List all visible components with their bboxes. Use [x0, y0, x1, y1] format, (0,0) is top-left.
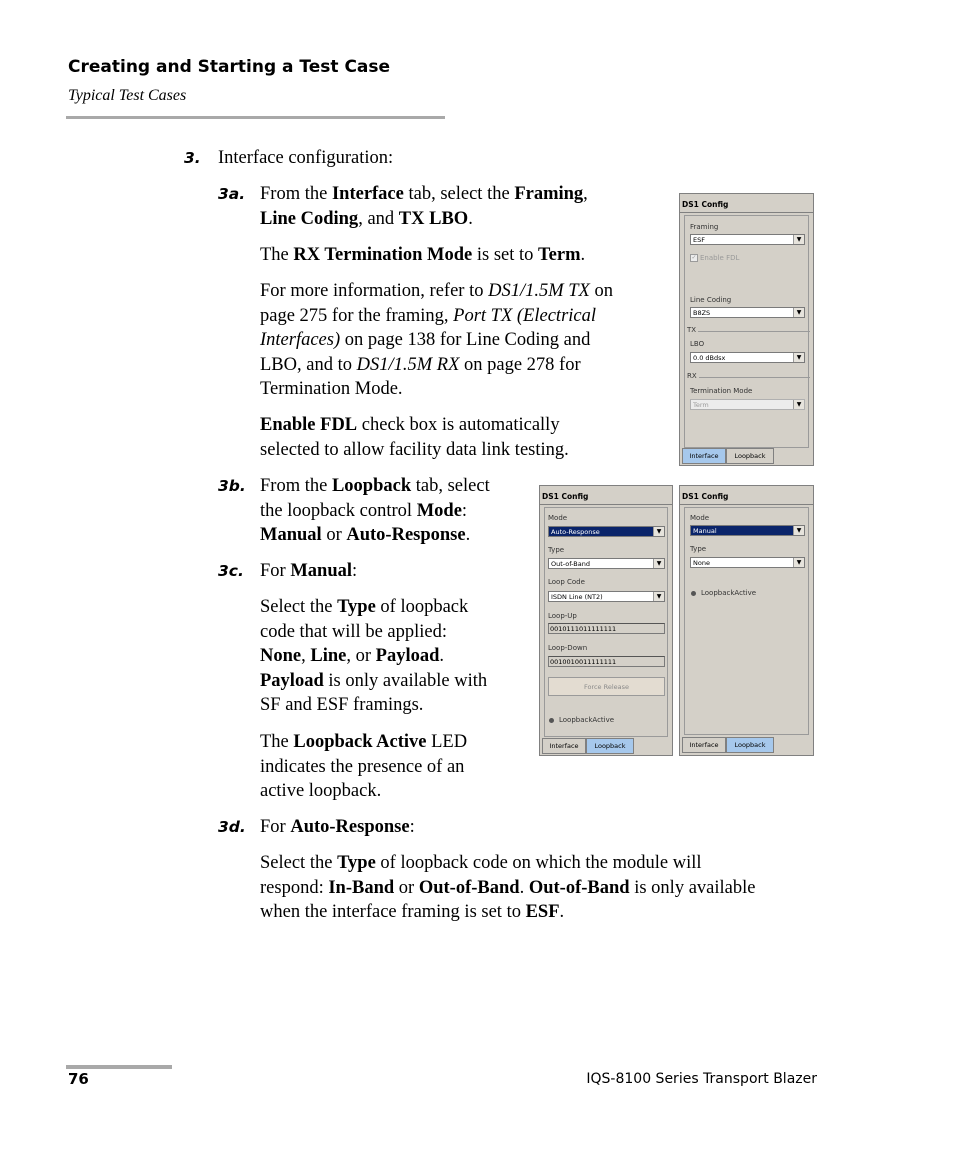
product-name: IQS-8100 Series Transport Blazer	[586, 1071, 817, 1087]
loop-code-label: Loop Code	[548, 578, 585, 586]
tab-interface[interactable]: Interface	[542, 738, 586, 754]
chevron-down-icon: ▼	[793, 400, 804, 409]
tab-loopback[interactable]: Loopback	[726, 448, 774, 464]
line-coding-label: Line Coding	[690, 296, 732, 304]
step-3c-para-2: Select the Type of loopback code that will be applied: None, Line, or Payload. Payload is only available with SF and ESF framings.	[260, 597, 488, 715]
tx-group-line	[687, 331, 810, 332]
step-3a-para-4: Enable FDL check box is automatically selected to allow facility data link testing.	[260, 415, 569, 460]
footer-rule	[66, 1065, 172, 1069]
panel-body	[684, 507, 809, 735]
rx-group-label: RX	[687, 372, 697, 380]
chevron-down-icon: ▼	[793, 526, 804, 535]
chevron-down-icon: ▼	[653, 527, 664, 536]
termination-mode-label: Termination Mode	[690, 387, 753, 395]
step-3b-number: 3b.	[218, 477, 246, 495]
loop-up-label: Loop-Up	[548, 612, 577, 620]
panel-title: DS1 Config	[680, 486, 813, 505]
section-title: Creating and Starting a Test Case	[68, 57, 391, 77]
step-3d-para-1: For Auto-Response:	[260, 817, 415, 837]
mode-label: Mode	[548, 514, 568, 522]
chevron-down-icon: ▼	[653, 592, 664, 601]
loop-down-label: Loop-Down	[548, 644, 588, 652]
type-dropdown[interactable]: Out-of-Band ▼	[548, 558, 665, 569]
chevron-down-icon: ▼	[793, 353, 804, 362]
step-3a-para-3: For more information, refer to DS1/1.5M TX on page 275 for the framing, Port TX (Electrical Interfaces) on page 138 for Line Coding and LBO, and to DS1/1.5M RX on page 278 for Termination Mode.	[260, 281, 613, 399]
loopback-manual-screenshot	[679, 485, 814, 756]
section-subtitle: Typical Test Cases	[68, 87, 187, 104]
chevron-down-icon: ▼	[793, 235, 804, 244]
enable-fdl-checkbox[interactable]: ✓	[691, 254, 697, 261]
step-3a-para-1: From the Interface tab, select the Framing, Line Coding, and TX LBO.	[260, 184, 588, 229]
step-3b-para: From the Loopback tab, select the loopback control Mode: Manual or Auto-Response.	[260, 476, 490, 545]
mode-dropdown[interactable]: Auto-Response ▼	[548, 526, 665, 537]
step-3-text: Interface configuration:	[218, 148, 394, 168]
tab-interface[interactable]: Interface	[682, 737, 726, 753]
tab-interface[interactable]: Interface	[682, 448, 726, 464]
framing-label: Framing	[690, 223, 719, 231]
loopback-active-led	[691, 591, 696, 596]
loopback-auto-response-screenshot	[539, 485, 673, 756]
panel-body	[684, 215, 809, 448]
step-3d-number: 3d.	[218, 818, 246, 836]
panel-title: DS1 Config	[680, 194, 813, 213]
loop-down-field[interactable]: 0010010011111111	[548, 656, 665, 667]
type-dropdown[interactable]: None ▼	[690, 557, 805, 568]
mode-dropdown[interactable]: Manual ▼	[690, 525, 805, 536]
loop-up-field[interactable]: 0010111011111111	[548, 623, 665, 634]
chevron-down-icon: ▼	[793, 308, 804, 317]
lbo-dropdown[interactable]: 0.0 dBdsx ▼	[690, 352, 805, 363]
step-3a-number: 3a.	[218, 185, 246, 203]
termination-mode-dropdown[interactable]: Term ▼	[690, 399, 805, 410]
mode-label: Mode	[690, 514, 710, 522]
step-3d-para-2: Select the Type of loopback code on which the module will respond: In-Band or Out-of-Band. Out-of-Band is only available when the interface framing is set to ESF.	[260, 853, 756, 922]
step-3c-para-1: For Manual:	[260, 561, 358, 581]
loop-code-dropdown[interactable]: ISDN Line (NT2) ▼	[548, 591, 665, 602]
chevron-down-icon: ▼	[793, 558, 804, 567]
enable-fdl-label: Enable FDL	[700, 254, 740, 262]
lbo-label: LBO	[690, 340, 705, 348]
tx-group-label: TX	[687, 326, 697, 334]
framing-dropdown[interactable]: ESF ▼	[690, 234, 805, 245]
type-label: Type	[548, 546, 565, 554]
page-number: 76	[68, 1070, 89, 1088]
interface-tab-screenshot	[679, 193, 814, 466]
rx-group-line	[687, 377, 810, 378]
line-coding-dropdown[interactable]: B8ZS ▼	[690, 307, 805, 318]
type-label: Type	[690, 545, 707, 553]
force-release-button[interactable]: Force Release	[548, 677, 665, 696]
loopback-active-led	[549, 718, 554, 723]
step-3-number: 3.	[184, 149, 201, 167]
step-3c-para-3: The Loopback Active LED indicates the presence of an active loopback.	[260, 732, 468, 801]
tab-loopback[interactable]: Loopback	[586, 738, 634, 754]
chevron-down-icon: ▼	[653, 559, 664, 568]
panel-title: DS1 Config	[540, 486, 672, 505]
panel-body	[544, 507, 668, 737]
header-rule	[66, 116, 445, 119]
loopback-active-label: LoopbackActive	[701, 589, 757, 597]
loopback-active-label: LoopbackActive	[559, 716, 615, 724]
step-3a-para-2: The RX Termination Mode is set to Term.	[260, 245, 586, 265]
tab-loopback[interactable]: Loopback	[726, 737, 774, 753]
step-3c-number: 3c.	[218, 562, 244, 580]
